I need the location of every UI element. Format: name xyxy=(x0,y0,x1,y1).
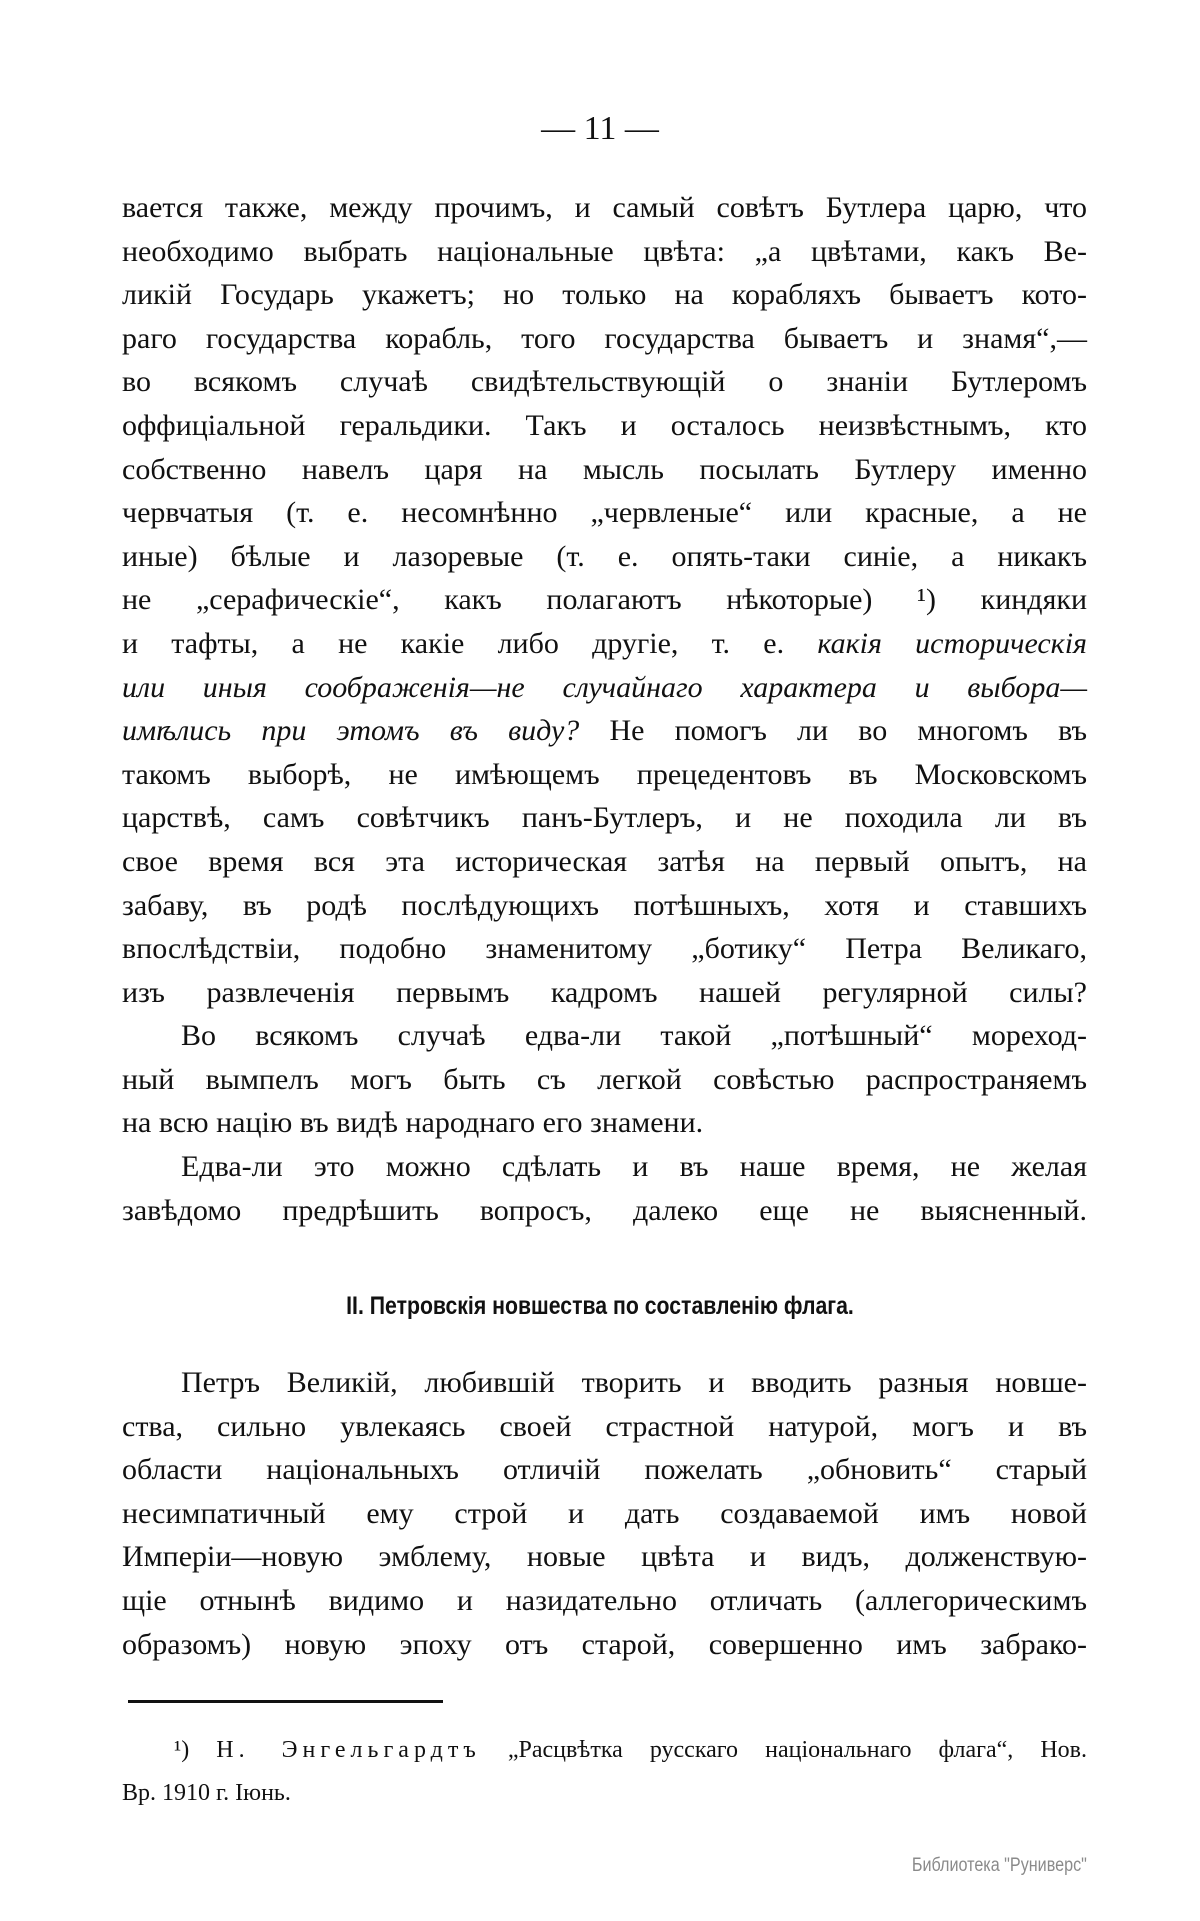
text-segment: завѣдомо предрѣшить вопросъ, далеко еще не выясненный. xyxy=(122,1193,1087,1227)
text-segment: иные) бѣлые и лазоревые (т. е. опять-таки синіе, а никакъ xyxy=(122,539,1087,573)
library-watermark: Библиотека "Руниверс" xyxy=(912,1855,1087,1876)
text-segment: червчатыя (т. е. несомнѣнно „червленые“ или красные, а не xyxy=(122,496,1087,530)
text-line xyxy=(122,1361,1087,1405)
italic-text: какія историческія xyxy=(817,626,1087,660)
text-segment: Во всякомъ случаѣ едва-ли такой „потѣшный“ мореход- xyxy=(181,1019,1087,1053)
text-line xyxy=(122,666,1087,710)
text-segment: такомъ выборѣ, не имѣющемъ прецедентовъ въ Московскомъ xyxy=(122,757,1087,791)
text-line xyxy=(122,1535,1087,1579)
text-segment: необходимо выбрать національные цвѣта: „а цвѣтами, какъ Ве- xyxy=(122,234,1087,268)
paragraph-2 xyxy=(122,1361,1087,1666)
text-line xyxy=(122,230,1087,274)
text-segment: на всю націю въ видѣ народнаго его знамени. xyxy=(122,1106,704,1140)
text-segment: Петръ Великій, любившій творить и вводить разныя новше- xyxy=(181,1366,1087,1399)
italic-text: имѣлись при этомъ въ виду? xyxy=(122,714,580,748)
text-segment: области національныхъ отличій пожелать „обновить“ старый xyxy=(122,1453,1087,1487)
text-line xyxy=(122,578,1087,622)
text-line xyxy=(122,186,1087,230)
text-segment: изъ развлеченія первымъ кадромъ нашей регулярной силы? xyxy=(122,975,1087,1009)
text-line xyxy=(122,622,1087,666)
text-segment: Не помогъ ли во многомъ въ xyxy=(579,714,1087,748)
footnote-author: Н. Энгельгардтъ xyxy=(216,1737,481,1763)
text-segment: впослѣдствіи, подобно знаменитому „ботику“ Петра Великаго, xyxy=(122,932,1087,966)
text-line xyxy=(122,1014,1087,1058)
text-line xyxy=(122,840,1087,884)
text-segment: собственно навелъ царя на мысль посылать Бутлеру именно xyxy=(122,452,1087,486)
footnote-title: „Расцвѣтка русскаго національнаго флага“, Нов. xyxy=(507,1737,1088,1763)
text-line xyxy=(122,1189,1087,1233)
text-segment: вается также, между прочимъ, и самый совѣтъ Бутлера царю, что xyxy=(122,191,1087,224)
text-segment: Едва-ли это можно сдѣлать и въ наше время, не желая xyxy=(181,1150,1087,1184)
text-line xyxy=(122,1405,1087,1449)
text-line xyxy=(122,1058,1087,1102)
text-line xyxy=(122,1145,1087,1189)
page-number: — 11 — xyxy=(541,110,659,147)
text-line xyxy=(122,491,1087,535)
text-segment: Имперіи—новую эмблему, новые цвѣта и видъ, долженствую- xyxy=(122,1540,1087,1574)
section-heading: II. Петровскія новшества по составленію флага. xyxy=(346,1292,854,1320)
text-line xyxy=(122,535,1087,579)
text-line xyxy=(122,448,1087,492)
text-segment: царствѣ, самъ совѣтчикъ панъ-Бутлеръ, и не походила ли въ xyxy=(122,801,1087,835)
paragraph-1 xyxy=(122,186,1087,1232)
text-line xyxy=(122,317,1087,361)
text-line xyxy=(122,273,1087,317)
text-line xyxy=(122,971,1087,1015)
text-segment: и тафты, а не какіе либо другіе, т. е. xyxy=(122,626,818,660)
text-segment: раго государства корабль, того государства бываетъ и знамя“,— xyxy=(122,321,1087,355)
text-segment: ликій Государь укажетъ; но только на корабляхъ бываетъ кото- xyxy=(122,278,1087,312)
text-segment: забаву, въ родѣ послѣдующихъ потѣшныхъ, хотя и ставшихъ xyxy=(122,888,1087,922)
footnote-marker: ¹) xyxy=(174,1737,190,1763)
text-segment: не „серафическіе“, какъ полагаютъ нѣкоторые) ¹) киндяки xyxy=(122,583,1087,617)
footnote-line-2: Вр. 1910 г. Іюнь. xyxy=(122,1780,291,1806)
text-line xyxy=(122,1101,1087,1145)
text-segment: свое время вся эта историческая затѣя на первый опытъ, на xyxy=(122,844,1087,878)
text-segment: несимпатичный ему строй и дать создаваемой имъ новой xyxy=(122,1496,1087,1530)
text-segment: щіе отнынѣ видимо и назидательно отличать (аллегорическимъ xyxy=(122,1583,1087,1617)
text-line xyxy=(122,796,1087,840)
text-line xyxy=(122,884,1087,928)
text-line xyxy=(122,1492,1087,1536)
text-segment: ства, сильно увлекаясь своей страстной натурой, могъ и въ xyxy=(122,1409,1087,1443)
text-line xyxy=(122,1579,1087,1623)
footnote-divider xyxy=(128,1700,443,1703)
text-segment: оффиціальной геральдики. Такъ и осталось неизвѣстнымъ, кто xyxy=(122,408,1087,442)
text-line xyxy=(122,709,1087,753)
text-line xyxy=(122,927,1087,971)
text-line xyxy=(122,1623,1087,1667)
italic-text: или иныя соображенія—не случайнаго характера и выбора— xyxy=(122,670,1087,704)
text-line xyxy=(122,360,1087,404)
text-line xyxy=(122,1448,1087,1492)
text-segment: во всякомъ случаѣ свидѣтельствующій о знаніи Бутлеромъ xyxy=(122,365,1087,399)
text-line xyxy=(122,753,1087,797)
text-segment: образомъ) новую эпоху отъ старой, совершенно имъ забрако- xyxy=(122,1627,1087,1661)
text-line xyxy=(122,404,1087,448)
text-segment: ный вымпелъ могъ быть съ легкой совѣстью распространяемъ xyxy=(122,1062,1087,1096)
footnote-line-1 xyxy=(122,1729,1087,1772)
